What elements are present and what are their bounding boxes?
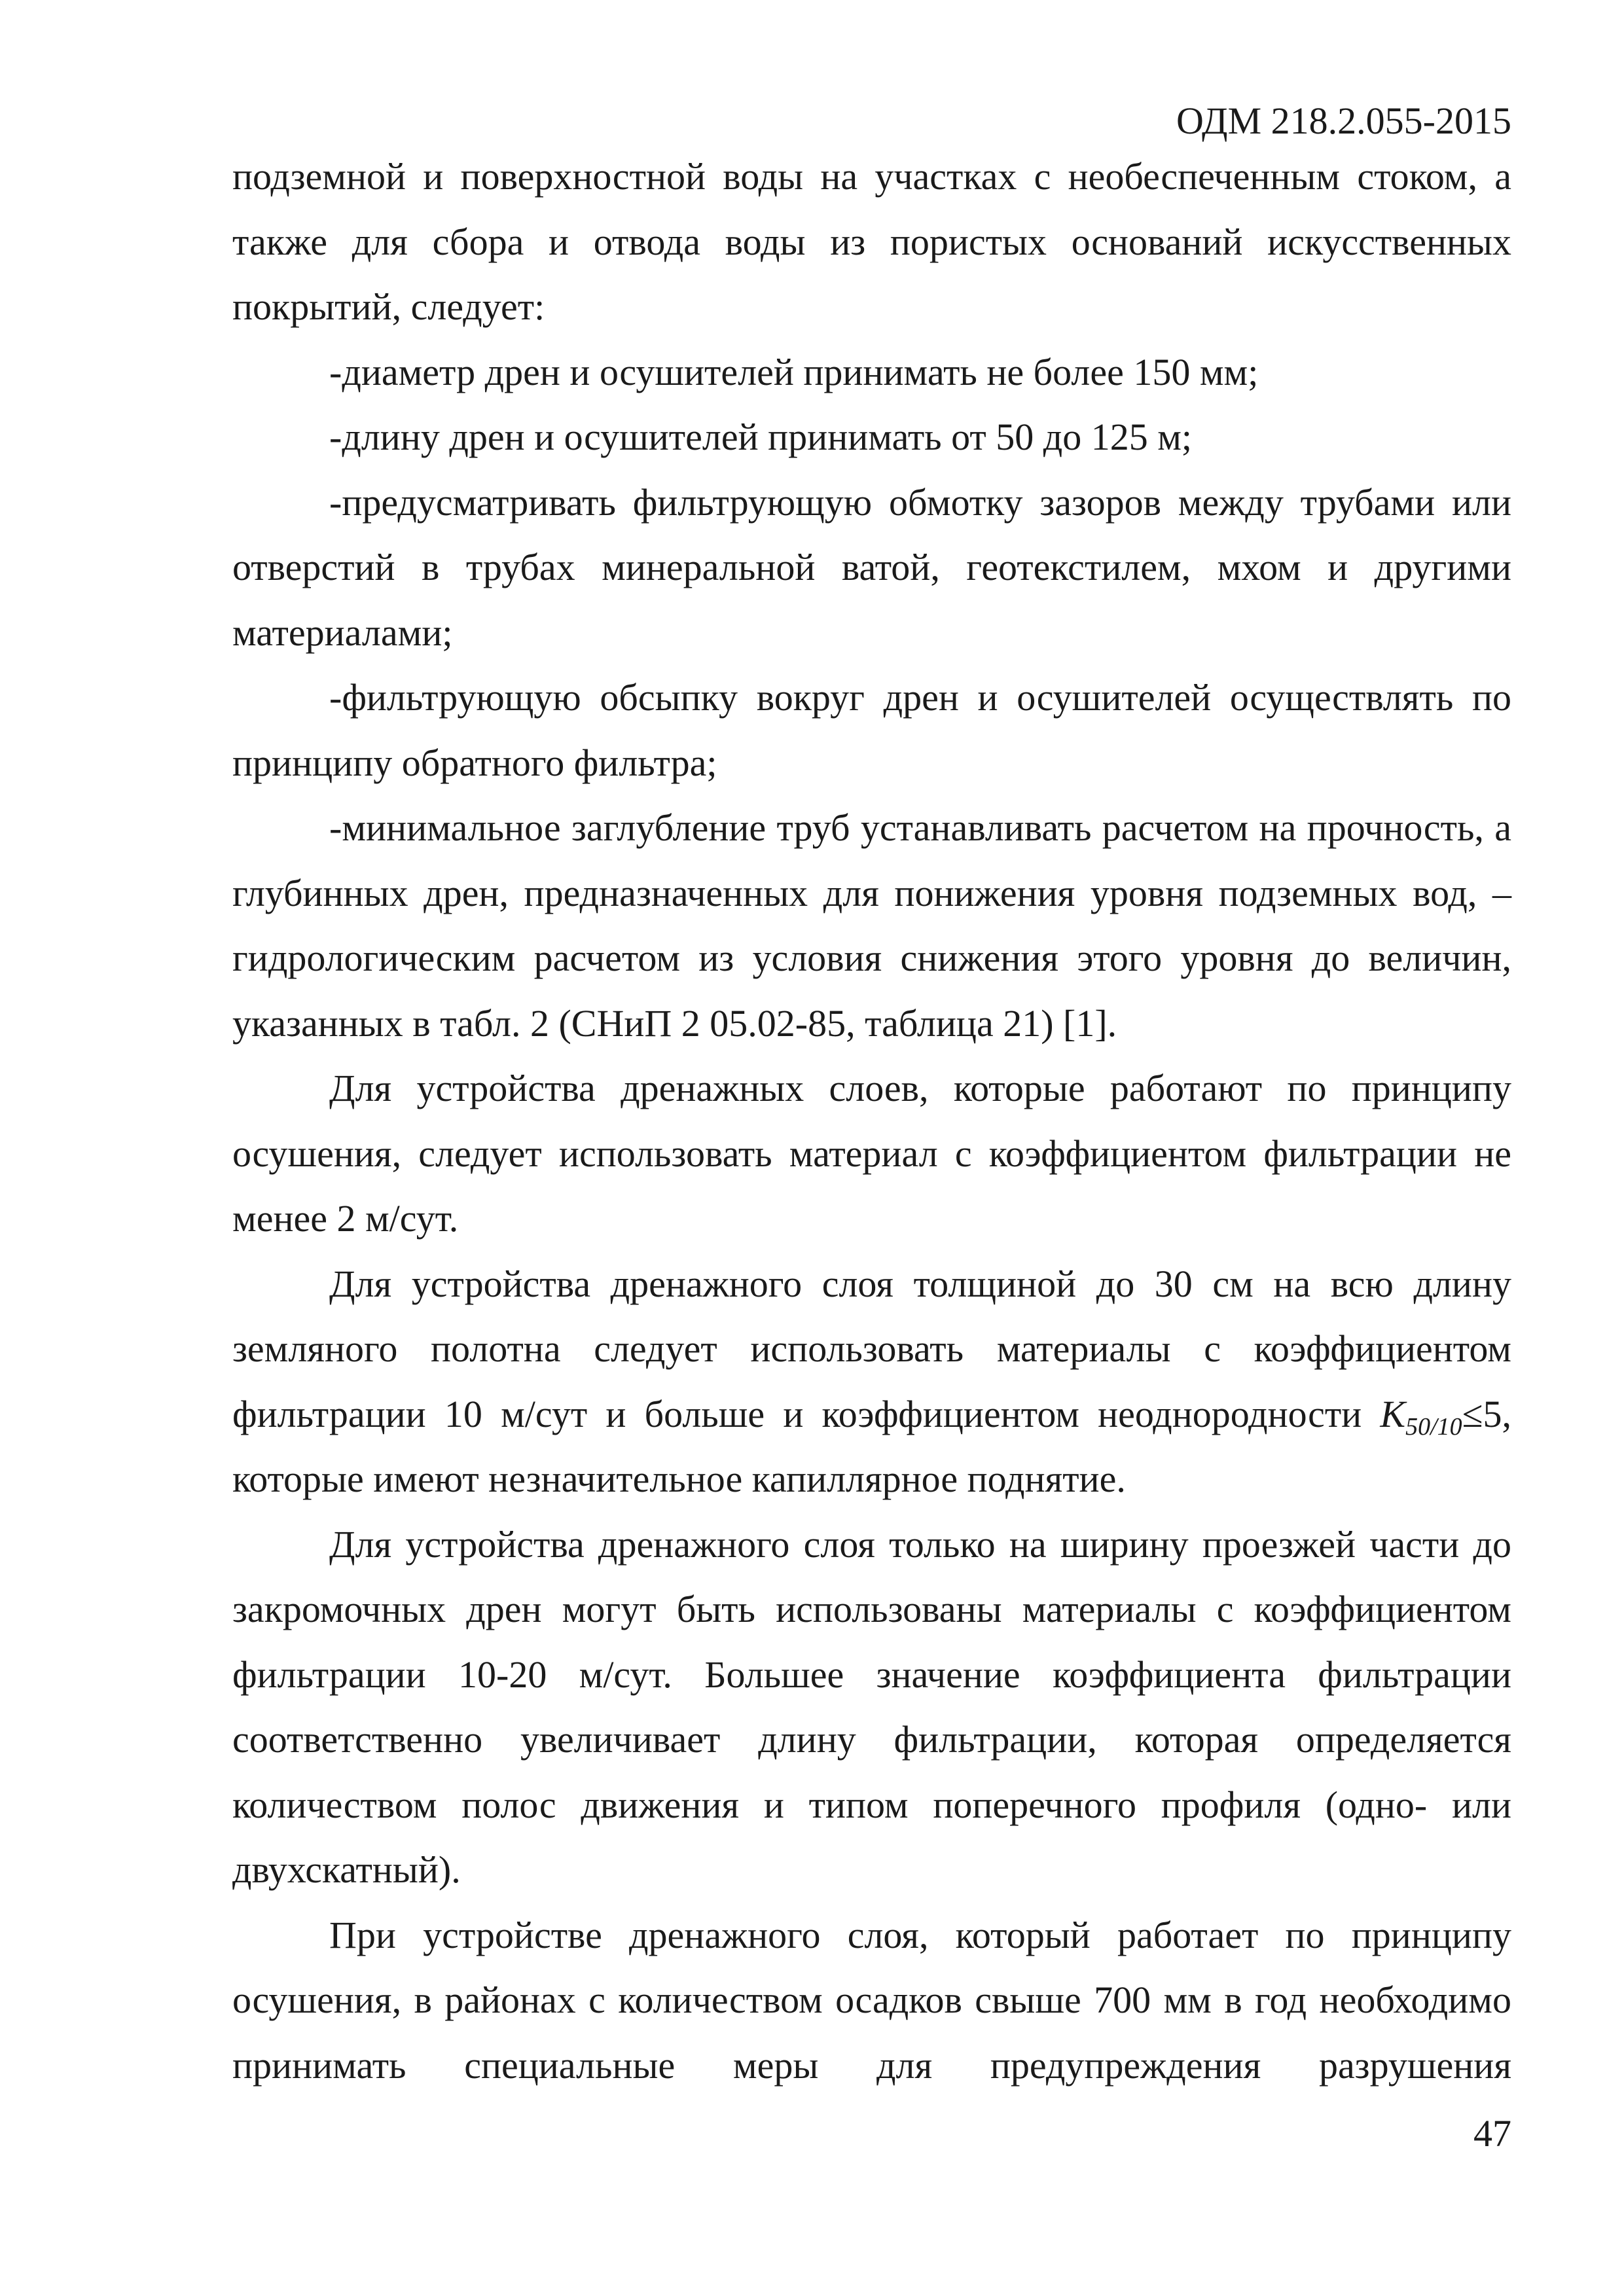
paragraph-drain-layer-30cm-continuation: которые имеют незначительное капиллярное поднятие. (232, 1458, 1126, 1500)
list-item-filter-fill: -фильтрующую обсыпку вокруг дрен и осушителей осуществлять по принципу обратного фильтра; (232, 676, 1511, 784)
paragraph-drain-layer-30cm (232, 1251, 1511, 1512)
list-item-diameter: -диаметр дрен и осушителей принимать не более 150 мм; (329, 350, 1259, 393)
document-code-header: ОДМ 218.2.055-2015 (1176, 99, 1511, 142)
paragraph-drain-layers: Для устройства дренажных слоев, которые работают по принципу осушения, следует использовать материал с коэффициентом фильтрации не менее 2 м/сут. (232, 1067, 1511, 1240)
paragraph-precipitation: При устройстве дренажного слоя, который работает по принципу осушения, в районах с количеством осадков свыше 700 мм в год необходимо принимать специальные меры для предупреждения разрушения (232, 1913, 1511, 2087)
list-item-filter-wrap: -предусматривать фильтрующую обмотку зазоров между трубами или отверстий в трубах минеральной ватой, геотекстилем, мхом и другими материалами; (232, 480, 1511, 654)
body-text (232, 144, 1511, 2098)
list-item-min-depth: -минимальное заглубление труб устанавливать расчетом на прочность, а глубинных дрен, предназначенных для понижения уровня подземных вод, – гидрологическим расчетом из условия снижения этого уровня до величин, указанных в табл. 2 (СНиП 2 05.02-85, таблица 21) [1]. (232, 806, 1511, 1045)
paragraph-intro: подземной и поверхностной воды на участках с необеспеченным стоком, а также для сбора и отвода воды из пористых оснований искусственных покрытий, следует: (232, 155, 1511, 328)
paragraph-drain-layer-30cm-text: Для устройства дренажного слоя толщиной до 30 см на всю длину земляного полотна следует использовать материалы с коэффициентом фильтрации 10 м/сут и больше и коэффициентом неоднородности (232, 1262, 1511, 1435)
formula-subscript: 50/10 (1405, 1412, 1462, 1441)
page-number: 47 (1473, 2112, 1511, 2155)
list-item-length: -длину дрен и осушителей принимать от 50 до 125 м; (329, 416, 1193, 458)
formula-symbol: K (1380, 1392, 1406, 1435)
paragraph-roadway-width: Для устройства дренажного слоя только на ширину проезжей части до закромочных дрен могут быть использованы материалы с коэффициентом фильтрации 10-20 м/сут. Большее значение коэффициента фильтрации соответственно увеличивает длину фильтрации, которая определяется количеством полос движения и типом поперечного профиля (одно- или двухскатный). (232, 1522, 1511, 1891)
formula-relation: ≤5, (1462, 1392, 1512, 1435)
